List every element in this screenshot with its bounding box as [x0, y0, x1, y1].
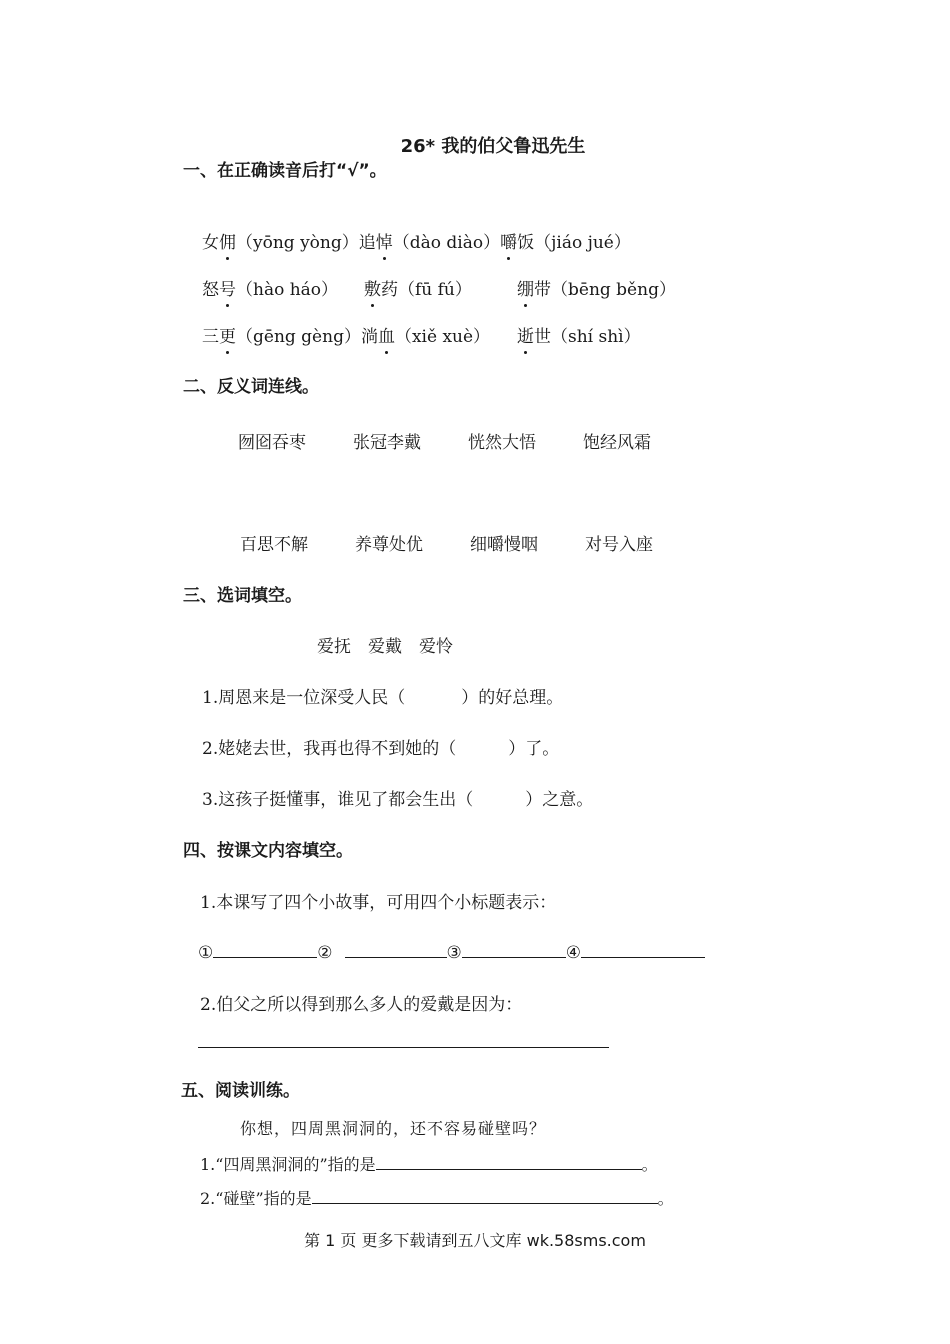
fill-item-2 — [202, 734, 559, 759]
word-choices: 爱抚 爱戴 爱怜 — [317, 637, 453, 657]
pinyin-options: 药（fū fú） — [381, 280, 472, 300]
answer-line-long[interactable] — [198, 1047, 609, 1048]
dotted-char: 嚼 — [500, 233, 518, 253]
pinyin-options: （hào háo） — [236, 280, 339, 300]
pinyin-options: （yōng yòng） — [236, 233, 359, 253]
dotted-char: 绷 — [517, 280, 534, 300]
pinyin-options: （dào diào） — [392, 233, 501, 253]
dotted-char: 血 — [377, 327, 395, 347]
fill-item-text: ）的好总理。 — [461, 688, 564, 708]
answer-line[interactable] — [345, 939, 447, 958]
answer-line[interactable] — [581, 939, 705, 958]
dotted-char: 敷 — [364, 280, 381, 300]
fill-item-1 — [202, 683, 563, 708]
idiom-top-3[interactable]: 恍然大悟 — [468, 433, 536, 453]
fill-item-3 — [202, 785, 593, 810]
page-title: 26* 我的伯父鲁迅先生 — [400, 136, 586, 157]
idiom-bottom-1[interactable]: 百思不解 — [240, 535, 308, 555]
idiom-top-2[interactable]: 张冠李戴 — [353, 433, 421, 453]
pinyin-options: （gēng gèng） — [236, 327, 361, 347]
circled-number: ① — [198, 943, 214, 963]
reading-question-text: 1.“四周黑洞洞的”指的是 — [200, 1155, 376, 1174]
idiom-top-4[interactable]: 饱经风霜 — [583, 433, 651, 453]
section-2-heading: 二、反义词连线。 — [183, 377, 319, 397]
pinyin-row-2c — [517, 275, 676, 300]
fill-item-text: ）了。 — [508, 739, 560, 759]
answer-line[interactable] — [376, 1151, 642, 1170]
fill-item-text: 3.这孩子挺懂事，谁见了都会生出（ — [202, 790, 474, 810]
word-char: 追 — [358, 233, 376, 253]
dotted-char: 逝 — [517, 327, 534, 347]
answer-line[interactable] — [462, 939, 566, 958]
idiom-top-1[interactable]: 囫囵吞枣 — [238, 433, 306, 453]
question-4-2: 2.伯父之所以得到那么多人的爱戴是因为： — [200, 995, 523, 1015]
period: 。 — [641, 1155, 658, 1174]
reading-question-1 — [200, 1151, 658, 1175]
dotted-char: 更 — [219, 327, 236, 347]
section-5-heading: 五、阅读训练。 — [181, 1081, 300, 1101]
idiom-bottom-3[interactable]: 细嚼慢咽 — [470, 535, 538, 555]
section-4-heading: 四、按课文内容填空。 — [183, 841, 353, 861]
circled-number: ② — [317, 943, 333, 963]
pinyin-row-2b — [364, 275, 472, 300]
pinyin-options: 世（shí shì） — [534, 327, 641, 347]
pinyin-row-3b — [517, 322, 641, 347]
idiom-bottom-4[interactable]: 对号入座 — [585, 535, 653, 555]
reading-question-2 — [200, 1185, 674, 1209]
answer-line[interactable] — [312, 1185, 658, 1204]
pinyin-options: 带（bēng běng） — [534, 280, 676, 300]
fill-item-text: 1.周恩来是一位深受人民（ — [202, 688, 406, 708]
section-3-heading: 三、选词填空。 — [183, 586, 302, 606]
pinyin-row-2 — [202, 275, 338, 300]
page-footer: 第 1 页 更多下载请到五八文库 wk.58sms.com — [304, 1231, 646, 1250]
section-1-heading: 一、在正确读音后打“√”。 — [183, 161, 387, 181]
pinyin-options: 饭（jiáo jué） — [517, 233, 631, 253]
fill-item-text: ）之意。 — [525, 790, 594, 810]
title-blanks-row — [198, 939, 705, 963]
idiom-bottom-2[interactable]: 养尊处优 — [355, 535, 423, 555]
pinyin-row-3 — [202, 322, 490, 347]
pinyin-row-1 — [202, 228, 631, 253]
dotted-char: 佣 — [219, 233, 236, 253]
answer-line[interactable] — [213, 939, 317, 958]
question-4-1: 1.本课写了四个小故事，可用四个小标题表示： — [200, 893, 557, 913]
circled-number: ④ — [565, 943, 581, 963]
dotted-char: 号 — [219, 280, 236, 300]
pinyin-options: （xiě xuè） — [394, 327, 491, 347]
reading-passage: 你想，四周黑洞洞的，还不容易碰壁吗？ — [240, 1119, 547, 1138]
circled-number: ③ — [446, 943, 462, 963]
period: 。 — [657, 1189, 674, 1208]
reading-question-text: 2.“碰壁”指的是 — [200, 1189, 312, 1208]
fill-item-text: 2.姥姥去世，我再也得不到她的（ — [202, 739, 457, 759]
dotted-char: 悼 — [375, 233, 393, 253]
word-char: 怒 — [202, 280, 219, 300]
word-char: 女 — [202, 233, 219, 253]
word-char: 淌 — [360, 327, 378, 347]
word-char: 三 — [202, 327, 219, 347]
